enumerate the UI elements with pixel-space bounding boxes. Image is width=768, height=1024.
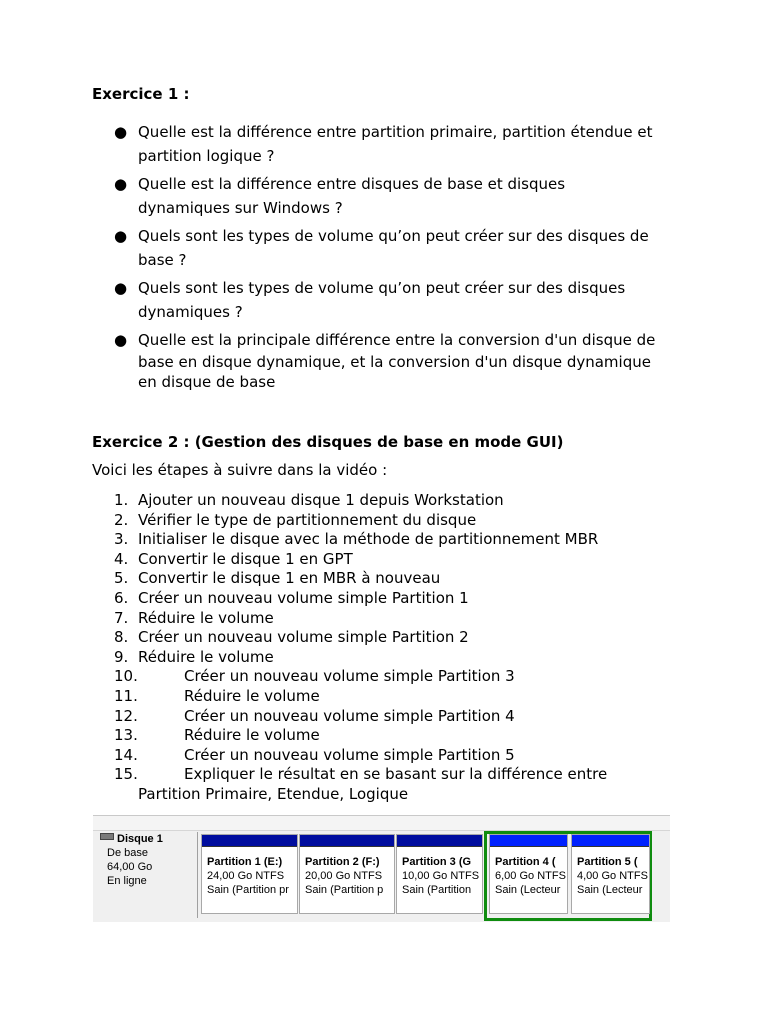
disk-icon: [100, 833, 114, 840]
list-item: 8. Créer un nouveau volume simple Partition 2: [114, 628, 469, 647]
partition-4[interactable]: Partition 4 ( 6,00 Go NTFS Sain (Lecteur: [489, 834, 568, 914]
bullet-icon: ●: [114, 279, 128, 297]
question-4: ● Quels sont les types de volume qu’on peut créer sur des disques dynamiques ?: [114, 276, 684, 324]
list-item: 7. Réduire le volume: [114, 608, 274, 627]
list-item: 4. Convertir le disque 1 en GPT: [114, 549, 353, 568]
question-3: ● Quels sont les types de volume qu’on peut créer sur des disques de base ?: [114, 224, 684, 272]
list-item: 5. Convertir le disque 1 en MBR à nouveau: [114, 569, 441, 588]
bullet-icon: ●: [114, 331, 128, 349]
logical-drive-bar: [490, 835, 567, 847]
exercise1-heading: Exercice 1 :: [92, 85, 190, 103]
exercise2-intro: Voici les étapes à suivre dans la vidéo :: [92, 461, 388, 479]
bullet-icon: ●: [114, 123, 128, 141]
list-item: 10. Créer un nouveau volume simple Partition 3: [114, 667, 515, 686]
partition-2[interactable]: Partition 2 (F:) 20,00 Go NTFS Sain (Partition p: [299, 834, 395, 914]
primary-partition-bar: [397, 835, 482, 847]
bullet-icon: ●: [114, 175, 128, 193]
exercise2-heading: Exercice 2 : (Gestion des disques de base en mode GUI): [92, 433, 564, 451]
partition-5[interactable]: Partition 5 ( 4,00 Go NTFS Sain (Lecteur: [571, 834, 650, 914]
list-item: 1. Ajouter un nouveau disque 1 depuis Workstation: [114, 491, 504, 509]
list-item: 15. Expliquer le résultat en se basant sur la différence entre: [114, 765, 608, 784]
list-item-continuation: Partition Primaire, Etendue, Logique: [138, 784, 409, 803]
question-1: ● Quelle est la différence entre partition primaire, partition étendue et partition logique ?: [114, 120, 684, 168]
divider: [197, 832, 198, 918]
partition-3[interactable]: Partition 3 (G 10,00 Go NTFS Sain (Partition: [396, 834, 483, 914]
disk-panel-header: [93, 816, 670, 831]
list-item: 12. Créer un nouveau volume simple Partition 4: [114, 706, 515, 725]
logical-drive-bar: [572, 835, 649, 847]
partition-1[interactable]: Partition 1 (E:) 24,00 Go NTFS Sain (Partition pr: [201, 834, 298, 914]
primary-partition-bar: [300, 835, 394, 847]
list-item: 9. Réduire le volume: [114, 647, 274, 666]
disk-label: Disque 1 De base 64,00 Go En ligne: [96, 832, 196, 918]
question-2: ● Quelle est la différence entre disques de base et disques dynamiques sur Windows ?: [114, 172, 684, 220]
disk-management-screenshot: [93, 815, 670, 922]
steps-list: [114, 491, 634, 805]
list-item: 6. Créer un nouveau volume simple Partition 1: [114, 588, 469, 607]
primary-partition-bar: [202, 835, 297, 847]
list-item: 2. Vérifier le type de partitionnement du disque: [114, 510, 477, 529]
list-item: 3. Initialiser le disque avec la méthode de partitionnement MBR: [114, 530, 599, 549]
question-5: ● Quelle est la principale différence entre la conversion d'un disque de base en disque dynamique, et la conversion d'un disque dynamique en disque de base: [114, 328, 684, 392]
list-item: 11. Réduire le volume: [114, 686, 320, 705]
bullet-icon: ●: [114, 227, 128, 245]
list-item: 14. Créer un nouveau volume simple Partition 5: [114, 745, 515, 764]
list-item: 13. Réduire le volume: [114, 726, 320, 745]
